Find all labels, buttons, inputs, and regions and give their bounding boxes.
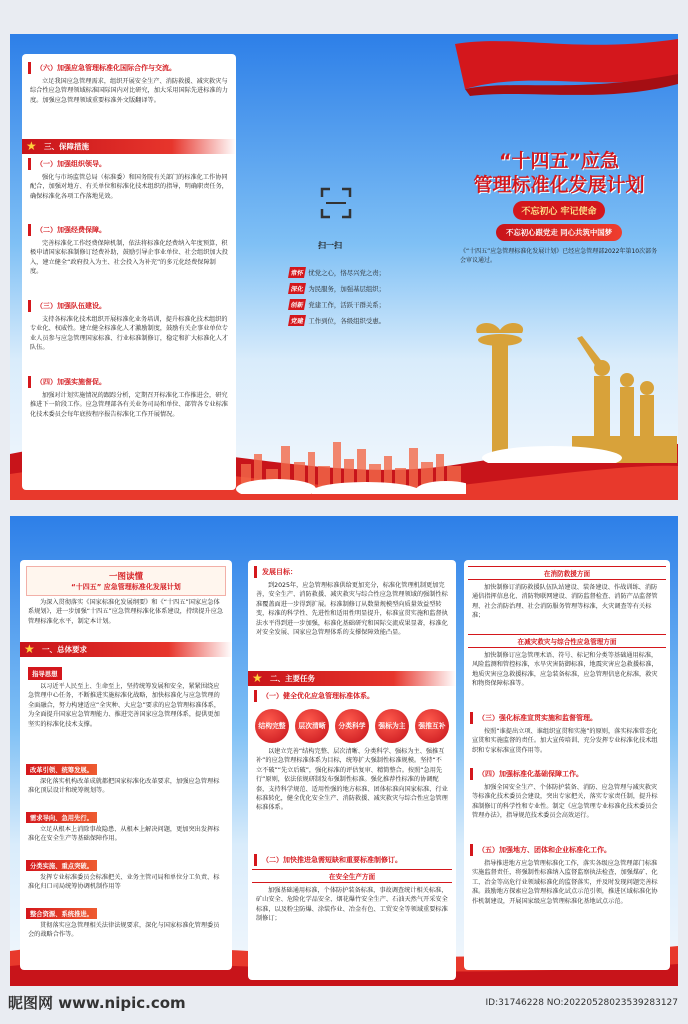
monument-statue-decoration: [452, 318, 677, 463]
paragraph: 为深入贯彻落实《国家标准化发展纲要》和《“十四五”国家应急体系规划》，进一步加强“十四五”应急管理标准化体系建设，持续提升应急管理标准化水平，制定本计划。: [28, 599, 224, 625]
principle-circles: [248, 705, 456, 747]
principle-tag: 整合资源、系统推进。: [26, 908, 97, 919]
paragraph: 加快制修订消防救援队伍队站建设、装备建设、作战训练、消防通信指挥信息化、消防物联网建设、消防监督检查、消防产品监督管理、社会消防治理、社会消防服务管理等标准，火灾调查等有关标准；: [472, 584, 658, 620]
section-heading: （四）加强标准化基础保障工作。: [470, 768, 664, 780]
subsection-bar: 在消防救援方面: [468, 566, 666, 580]
inner-middle-panel: [248, 560, 456, 980]
red-flag-decoration: [455, 34, 678, 104]
paragraph: 加快制修订应急管理术语、符号、标记和分类等基础通用标准，风险监测和管控标准，水旱灾害防御标准，地震灾害应急救援标准，地质灾害应急救援标准，应急装备标准，应急管理信息化标准，救灾和物资保障标准等。: [472, 652, 658, 688]
subsection-bar: 在减灾救灾与综合性应急管理方面: [468, 634, 666, 648]
tag-guiding-thought: 指导思想: [28, 667, 62, 680]
section-heading: （一）加强组织领导。: [28, 158, 230, 170]
paragraph: 以习近平人民至上、生命至上，坚持统筹发展和安全，紧紧围绕应急管理中心任务，不断推进实施标准化战略，加快标准化与应急管理的全面融合，努力构建适应“全灾种、大应急”要求的应急管理标准体系，为全面提升国家应急管理能力、推进完善国家应急管理体系，提供更加坚实的标准化技术支撑。: [28, 683, 221, 728]
section-heading: （三）强化标准宣贯实施和监督管理。: [470, 712, 664, 724]
paragraph: 指导推进地方应急管理标准化工作，落实各级应急管理部门标准实施监督责任，将强制性标准纳入监督监察执法检查，加强煤矿、化工、冶金等高危行业领域标准化的监督落实，并及时发现问题完善标准。鼓励地方探索应急管理标准化试点示范引领，推进区域标准化协作机制建设，开展国家级应急管理标准化基地试点示范。: [472, 860, 658, 905]
subsection-bar: 在安全生产方面: [252, 869, 452, 883]
cover-ribbon-secondary: 不忘初心跟党走 同心共筑中国梦: [496, 224, 622, 241]
paragraph: 加强全国安全生产、个体防护装备、消防、应急管理与减灾救灾等标准化技术委员会建设，突出专家把关，落实专家责任制，提升标准制修订的科学性和专业性。制定《应急管理专业标准化技术委员会管理办法》，指导规范技术委员会高效运行。: [472, 784, 658, 820]
principle-tag: 需求导向、急用先行。: [26, 812, 97, 823]
star-icon: ★: [26, 139, 37, 153]
brochure-inner-sheet: [10, 516, 678, 986]
paragraph: 按照“谁提出立项、谁组织宣贯和实施”的原则，落实标准常态化宣贯和实施监督的责任。加大宣传培训、充分发挥专业标准化技术组织和专家标准宣贯作用等。: [472, 728, 658, 754]
section-heading: （六）加强应急管理标准化国际合作与交流。: [28, 62, 230, 74]
slogan-item: 常怀 忧党之心，恪尽兴党之责；: [289, 267, 385, 278]
slogan-list: [289, 267, 385, 331]
section-bar: ★ 一、总体要求: [20, 642, 232, 657]
section-bar: ★ 二、主要任务: [248, 671, 456, 686]
star-icon: ★: [24, 642, 35, 656]
principle-circle: 层次清晰: [295, 709, 329, 743]
inner-right-panel: [464, 560, 670, 970]
star-icon: ★: [252, 671, 263, 685]
qr-code-icon: [320, 187, 352, 219]
paragraph: 立足我国应急管理需求，组织开展安全生产、消防救援、减灾救灾与综合性应急管理领域标准国际国内对比研究，加大采用国际先进标准的力度。加强应急管理领域重要标准外文版翻译等。: [30, 78, 228, 104]
section-heading: （三）加强队伍建设。: [28, 300, 230, 312]
section-bar: ★ 三、保障措施: [22, 139, 236, 154]
slogan-item: 创新 党建工作，活跃干群关系；: [289, 299, 385, 310]
section-heading: （二）加快推进急需短缺和重要标准制修订。: [254, 854, 450, 866]
section-heading: （二）加强经费保障。: [28, 224, 230, 236]
read-banner: [26, 566, 226, 596]
paragraph: 深化落实机构改革成就都把国家标准化改革要求，加强应急管理标准化顶层设计和统筹规划等。: [28, 778, 220, 795]
read-subtitle: “十四五” 应急管理标准化发展计划: [71, 583, 181, 591]
section-heading: （五）加强地方、团体和企业标准化工作。: [470, 844, 664, 856]
brochure-front-sheet: [10, 34, 678, 500]
principle-tag: 分类实施、重点突破。: [26, 860, 97, 871]
cover-note: 《“十四五”应急管理标准化发展计划》已经应急管理部2022年第10次部务会审议通过。: [460, 248, 658, 264]
section-heading: （一）健全优化应急管理标准体系。: [254, 690, 450, 702]
left-panel: [22, 54, 236, 490]
paragraph: 支持各标准化技术组织开展标准化业务培训，提升标准化技术组织的专业化、权威性。建立健全标准化人才激励制度，鼓励有关企事业单位专业人员参与应急管理国家标准、行业标准制修订，稳定和扩大标准化人才队伍。: [30, 316, 228, 352]
city-skyline-decoration: [236, 434, 466, 494]
watermark-id: ID:31746228 NO:20220528023539283127: [485, 998, 678, 1008]
cover-title-block: [446, 149, 672, 265]
watermark-logo: 昵图网 www.nipic.com: [8, 994, 186, 1012]
principle-circle: 分类科学: [335, 709, 369, 743]
paragraph: 到2025年，应急管理标准供给更加充分，标准化管理机制更加完善，安全生产、消防救援、减灾救灾与综合性应急管理领域的强制性标准覆盖面进一步得到扩展。标准制修订从数量规模型向质量效益型转变，标准的科学性、先进性和适用性明显提升，标准宣贯实施和监督执法水平得到进一步加强，标准化基础研究和国际交流成果显著，标准化对安全发展、国家应急管理体系的支撑保障效能凸显。: [256, 582, 448, 637]
principle-circle: 强标为主: [375, 709, 409, 743]
principle-tag: 改革引领、统筹发展。: [26, 764, 97, 775]
paragraph: 贯彻落实应急管理相关法律法规要求，深化与国家标准化管理委员会的战略合作等。: [28, 922, 220, 939]
cover-ribbon: 不忘初心 牢记使命: [513, 201, 604, 220]
paragraph: 以建立完善“结构完整、层次清晰、分类科学、强标为主、强推互补”的应急管理标准体系为目标，统筹扩大强制性标准规模。坚持“不立不破”“先立后破”，强化标准的评估复审、精简整合。按照“急用先行”原则，依法依规研制发布强制性标准。强化推荐性标准的协调配套，支持科学规范、适用性强的地方标准、团体标准向国家标准、行业标准转化，健全优化安全生产、消防救援、减灾救灾与综合性应急管理标准体系。: [256, 748, 448, 812]
cover-title-line1: “十四五”应急: [499, 150, 619, 172]
section-heading: 发展目标：: [254, 566, 450, 578]
paragraph: 完善标准化工作经费保障机制，依法将标准化经费纳入年度预算，积极申请国家标准制修订经费补助，鼓励引导企事业单位、社会组织加大投入，建立健全“政府投入为主、社会投入为补充”的多元化经费保障制度。: [30, 240, 228, 276]
paragraph: 加强对计划实施情况的跟踪分析，定期召开标准化工作推进会，研究推进下一阶段工作。应急管理部各有关业务司局和单位、部管各专业标准化技术委员会每年底按程序报告标准化工作开展情况。: [30, 392, 228, 418]
paragraph: 发挥专业标准委员会标准把关、业务主管司局和单位分工负责、标准化归口司局统筹协调机制作用等: [28, 874, 220, 891]
paragraph: 立足从根本上消除事故隐患、从根本上解决问题，更加突出发挥标准化在安全生产等基础保障作用。: [28, 826, 220, 843]
paragraph: 加强基础通用标准，个体防护装备标准，事故调查统计相关标准，矿山安全、危险化学品安全、烟花爆竹安全生产、石油天然气开采安全标准，以及粉尘防爆、涂装作业、冶金有色、工贸安全等领域重要标准制修订；: [256, 887, 448, 923]
slogan-item: 深化 为民服务，加强基层组织；: [289, 283, 385, 294]
inner-left-panel: [20, 560, 232, 970]
read-title: 一图读懂: [108, 572, 143, 582]
qr-label: 扫一扫: [318, 241, 342, 250]
slogan-item: 党建 工作到位，各级组织受惠。: [289, 315, 385, 326]
principle-circle: 强推互补: [415, 709, 449, 743]
paragraph: 强化与市场监管总局（标准委）和国务院有关部门的标准化工作协同配合，加强对地方、有关单位和标准化技术组织的指导，明确职责任务，确保标准化各项工作落地见效。: [30, 174, 228, 200]
cover-title-line2: 管理标准化发展计划: [473, 174, 645, 196]
principle-circle: 结构完整: [255, 709, 289, 743]
section-heading: （四）加强实施督促。: [28, 376, 230, 388]
